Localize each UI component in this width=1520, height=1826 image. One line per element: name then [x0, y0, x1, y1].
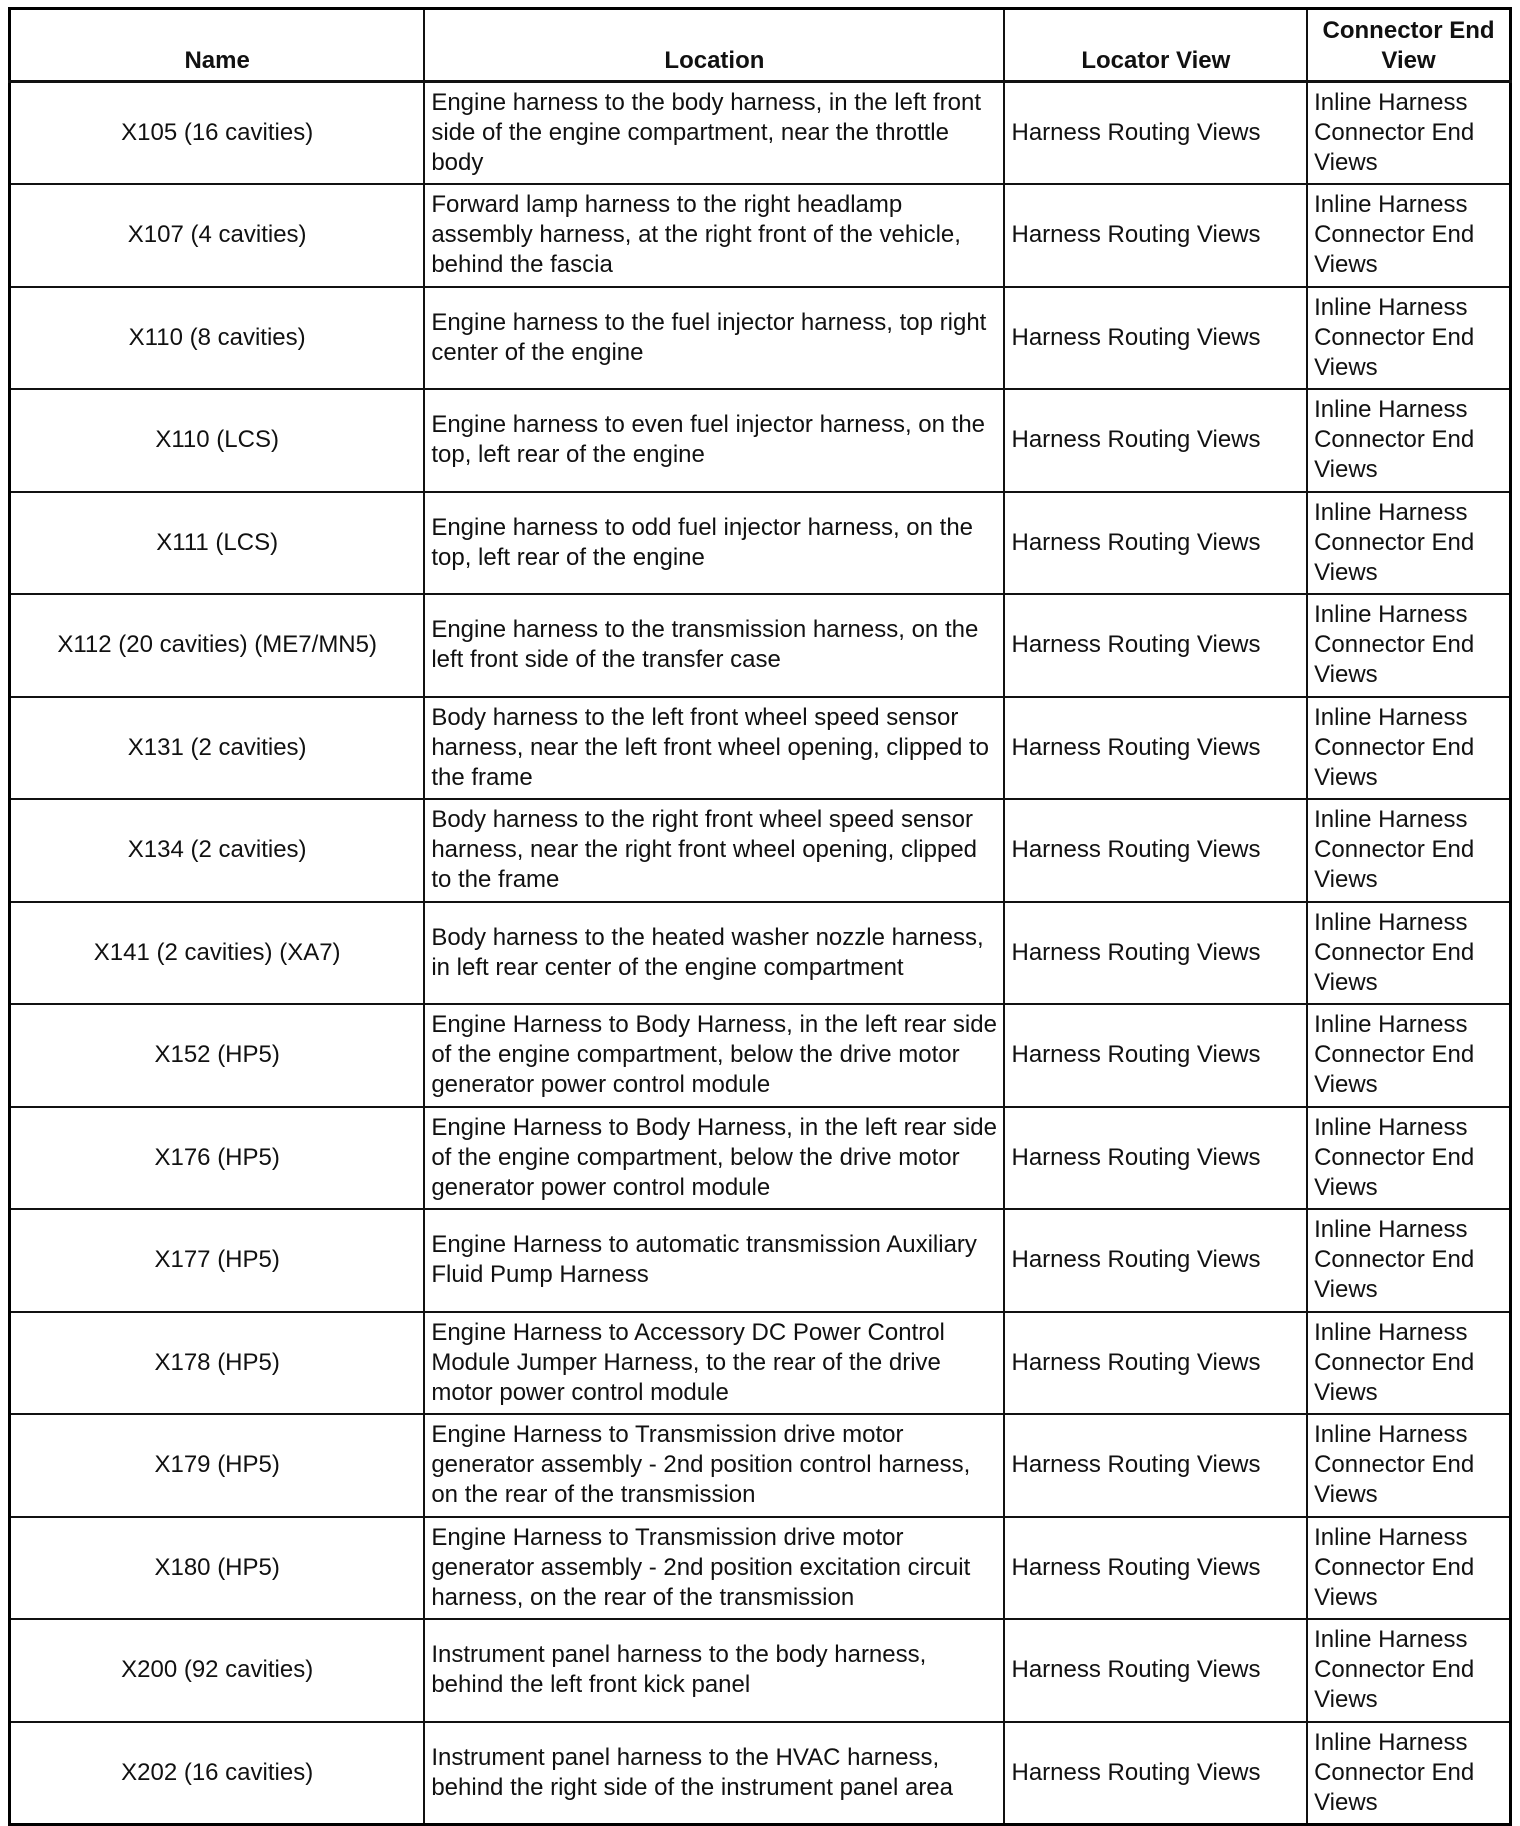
- cell-location: Engine harness to odd fuel injector harness, on the top, left rear of the engine: [424, 492, 1004, 595]
- cell-locator-view: Harness Routing Views: [1004, 1312, 1307, 1415]
- table-row: [10, 1209, 1511, 1312]
- cell-location: Engine Harness to Body Harness, in the left rear side of the engine compartment, below the drive motor generator power control module: [424, 1107, 1004, 1210]
- cell-connector-end-view: Inline Harness Connector End Views: [1307, 1107, 1510, 1210]
- cell-connector-end-view: Inline Harness Connector End Views: [1307, 697, 1510, 800]
- cell-connector-end-view: Inline Harness Connector End Views: [1307, 287, 1510, 390]
- header-name: Name: [10, 9, 425, 82]
- table-row: [10, 1517, 1511, 1620]
- table-row: [10, 1004, 1511, 1107]
- cell-location: Engine Harness to Transmission drive motor generator assembly - 2nd position excitation circuit harness, on the rear of the transmission: [424, 1517, 1004, 1620]
- cell-name: X202 (16 cavities): [10, 1722, 425, 1825]
- cell-name: X200 (92 cavities): [10, 1619, 425, 1722]
- cell-locator-view: Harness Routing Views: [1004, 799, 1307, 902]
- cell-name: X110 (LCS): [10, 389, 425, 492]
- cell-name: X112 (20 cavities) (ME7/MN5): [10, 594, 425, 697]
- table-row: [10, 902, 1511, 1005]
- header-locator-view: Locator View: [1004, 9, 1307, 82]
- cell-location: Engine harness to the transmission harness, on the left front side of the transfer case: [424, 594, 1004, 697]
- cell-location: Body harness to the heated washer nozzle harness, in left rear center of the engine compartment: [424, 902, 1004, 1005]
- header-location: Location: [424, 9, 1004, 82]
- cell-name: X177 (HP5): [10, 1209, 425, 1312]
- table-row: [10, 492, 1511, 595]
- cell-connector-end-view: Inline Harness Connector End Views: [1307, 799, 1510, 902]
- cell-location: Engine Harness to Accessory DC Power Control Module Jumper Harness, to the rear of the drive motor power control module: [424, 1312, 1004, 1415]
- table-row: [10, 389, 1511, 492]
- cell-location: Engine harness to the body harness, in the left front side of the engine compartment, near the throttle body: [424, 82, 1004, 185]
- cell-locator-view: Harness Routing Views: [1004, 82, 1307, 185]
- cell-name: X152 (HP5): [10, 1004, 425, 1107]
- cell-connector-end-view: Inline Harness Connector End Views: [1307, 492, 1510, 595]
- cell-connector-end-view: Inline Harness Connector End Views: [1307, 1004, 1510, 1107]
- cell-location: Instrument panel harness to the body harness, behind the left front kick panel: [424, 1619, 1004, 1722]
- cell-locator-view: Harness Routing Views: [1004, 1619, 1307, 1722]
- cell-name: X134 (2 cavities): [10, 799, 425, 902]
- cell-name: X131 (2 cavities): [10, 697, 425, 800]
- cell-name: X105 (16 cavities): [10, 82, 425, 185]
- cell-location: Body harness to the left front wheel speed sensor harness, near the left front wheel opening, clipped to the frame: [424, 697, 1004, 800]
- cell-name: X107 (4 cavities): [10, 184, 425, 287]
- table-row: [10, 799, 1511, 902]
- table-header: [10, 9, 1511, 82]
- cell-locator-view: Harness Routing Views: [1004, 389, 1307, 492]
- cell-locator-view: Harness Routing Views: [1004, 492, 1307, 595]
- cell-connector-end-view: Inline Harness Connector End Views: [1307, 1209, 1510, 1312]
- table-row: [10, 1619, 1511, 1722]
- table-row: [10, 82, 1511, 185]
- cell-connector-end-view: Inline Harness Connector End Views: [1307, 82, 1510, 185]
- cell-location: Engine Harness to automatic transmission Auxiliary Fluid Pump Harness: [424, 1209, 1004, 1312]
- table-row: [10, 1312, 1511, 1415]
- cell-locator-view: Harness Routing Views: [1004, 1517, 1307, 1620]
- cell-location: Instrument panel harness to the HVAC harness, behind the right side of the instrument panel area: [424, 1722, 1004, 1825]
- cell-connector-end-view: Inline Harness Connector End Views: [1307, 902, 1510, 1005]
- table-row: [10, 1722, 1511, 1825]
- cell-locator-view: Harness Routing Views: [1004, 594, 1307, 697]
- cell-name: X179 (HP5): [10, 1414, 425, 1517]
- cell-connector-end-view: Inline Harness Connector End Views: [1307, 1414, 1510, 1517]
- cell-name: X178 (HP5): [10, 1312, 425, 1415]
- cell-locator-view: Harness Routing Views: [1004, 1107, 1307, 1210]
- cell-locator-view: Harness Routing Views: [1004, 1414, 1307, 1517]
- cell-locator-view: Harness Routing Views: [1004, 1209, 1307, 1312]
- cell-locator-view: Harness Routing Views: [1004, 902, 1307, 1005]
- connector-table: [8, 7, 1512, 1826]
- cell-name: X176 (HP5): [10, 1107, 425, 1210]
- cell-name: X110 (8 cavities): [10, 287, 425, 390]
- table-row: [10, 594, 1511, 697]
- cell-location: Body harness to the right front wheel speed sensor harness, near the right front wheel opening, clipped to the frame: [424, 799, 1004, 902]
- cell-connector-end-view: Inline Harness Connector End Views: [1307, 389, 1510, 492]
- cell-connector-end-view: Inline Harness Connector End Views: [1307, 1722, 1510, 1825]
- table-row: [10, 697, 1511, 800]
- cell-name: X111 (LCS): [10, 492, 425, 595]
- cell-location: Engine Harness to Transmission drive motor generator assembly - 2nd position control harness, on the rear of the transmission: [424, 1414, 1004, 1517]
- cell-connector-end-view: Inline Harness Connector End Views: [1307, 1517, 1510, 1620]
- cell-location: Forward lamp harness to the right headlamp assembly harness, at the right front of the vehicle, behind the fascia: [424, 184, 1004, 287]
- cell-connector-end-view: Inline Harness Connector End Views: [1307, 594, 1510, 697]
- cell-location: Engine harness to even fuel injector harness, on the top, left rear of the engine: [424, 389, 1004, 492]
- table-row: [10, 184, 1511, 287]
- header-connector-end-view: Connector End View: [1307, 9, 1510, 82]
- cell-connector-end-view: Inline Harness Connector End Views: [1307, 1619, 1510, 1722]
- table-body: [10, 82, 1511, 1825]
- cell-locator-view: Harness Routing Views: [1004, 697, 1307, 800]
- cell-connector-end-view: Inline Harness Connector End Views: [1307, 184, 1510, 287]
- cell-connector-end-view: Inline Harness Connector End Views: [1307, 1312, 1510, 1415]
- table-row: [10, 287, 1511, 390]
- cell-locator-view: Harness Routing Views: [1004, 184, 1307, 287]
- header-row: [10, 9, 1511, 82]
- cell-location: Engine Harness to Body Harness, in the left rear side of the engine compartment, below the drive motor generator power control module: [424, 1004, 1004, 1107]
- cell-locator-view: Harness Routing Views: [1004, 1004, 1307, 1107]
- cell-locator-view: Harness Routing Views: [1004, 1722, 1307, 1825]
- cell-name: X141 (2 cavities) (XA7): [10, 902, 425, 1005]
- cell-locator-view: Harness Routing Views: [1004, 287, 1307, 390]
- cell-name: X180 (HP5): [10, 1517, 425, 1620]
- cell-location: Engine harness to the fuel injector harness, top right center of the engine: [424, 287, 1004, 390]
- table-row: [10, 1107, 1511, 1210]
- table-row: [10, 1414, 1511, 1517]
